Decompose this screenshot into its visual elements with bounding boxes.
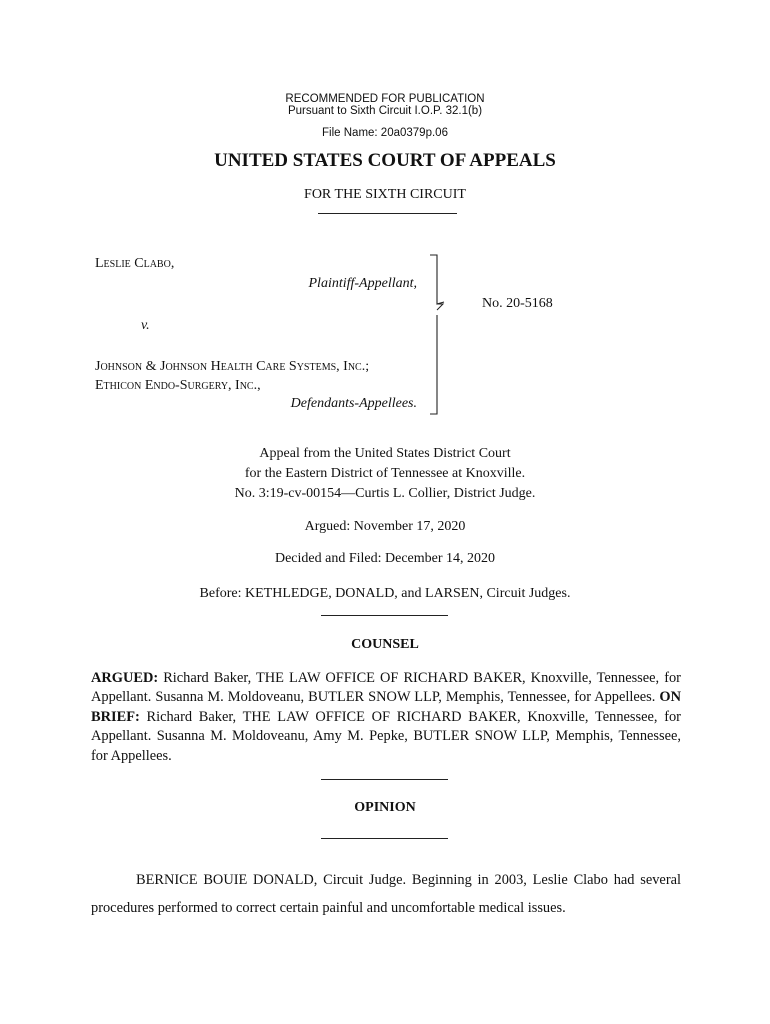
panel-judges: Before: KETHLEDGE, DONALD, and LARSEN, Circuit Judges. — [199, 586, 571, 601]
argued-label: ARGUED: — [91, 670, 159, 686]
opinion-heading: OPINION — [354, 800, 416, 815]
counsel-rule — [321, 779, 448, 780]
defendant-role: Defendants-Appellees. — [290, 396, 417, 411]
file-name: File Name: 20a0379p.06 — [322, 127, 448, 139]
opinion-rule — [321, 838, 448, 839]
before-rule — [321, 615, 448, 616]
court-title: UNITED STATES COURT OF APPEALS — [214, 150, 556, 171]
versus: v. — [141, 318, 150, 333]
argued-date: Argued: November 17, 2020 — [304, 519, 466, 534]
decided-date: Decided and Filed: December 14, 2020 — [274, 551, 496, 566]
on-brief-text: Richard Baker, THE LAW OFFICE OF RICHARD BAKER, Knoxville, Tennessee, for Appellant. Susanna M. Moldoveanu, Amy M. Pepke, BUTLER SNOW LLP, Memphis, Tennessee, for Appellees. — [91, 708, 681, 764]
plaintiff-role: Plaintiff-Appellant, — [308, 276, 417, 291]
opinion-body: BERNICE BOUIE DONALD, Circuit Judge. Beginning in 2003, Leslie Clabo had several procedures performed to correct certain painful and uncomfortable medical issues. — [91, 872, 681, 916]
counsel-paragraph — [91, 669, 681, 766]
case-number: No. 20-5168 — [482, 296, 553, 311]
pursuant-notice: Pursuant to Sixth Circuit I.O.P. 32.1(b) — [287, 105, 483, 117]
appeal-line-3: No. 3:19-cv-00154—Curtis L. Collier, District Judge. — [234, 486, 536, 501]
publication-notice: RECOMMENDED FOR PUBLICATION — [285, 93, 485, 105]
on-brief-label: ON BRIEF: — [91, 689, 681, 725]
argued-text: Richard Baker, THE LAW OFFICE OF RICHARD BAKER, Knoxville, Tennessee, for Appellant. Susanna M. Moldoveanu, BUTLER SNOW LLP, Memphis, Tennessee, for Appellees. — [91, 670, 681, 706]
header-rule — [318, 213, 457, 214]
defendant-2: Ethicon Endo-Surgery, Inc., — [95, 378, 261, 393]
court-circuit: FOR THE SIXTH CIRCUIT — [304, 187, 466, 202]
counsel-heading: COUNSEL — [351, 637, 419, 652]
defendant-1: Johnson & Johnson Health Care Systems, Inc.; — [95, 359, 370, 374]
appeal-line-1: Appeal from the United States District Court — [259, 446, 511, 461]
plaintiff-name: Leslie Clabo, — [95, 256, 175, 271]
caption-bracket — [424, 252, 454, 418]
appeal-line-2: for the Eastern District of Tennessee at Knoxville. — [244, 466, 526, 481]
